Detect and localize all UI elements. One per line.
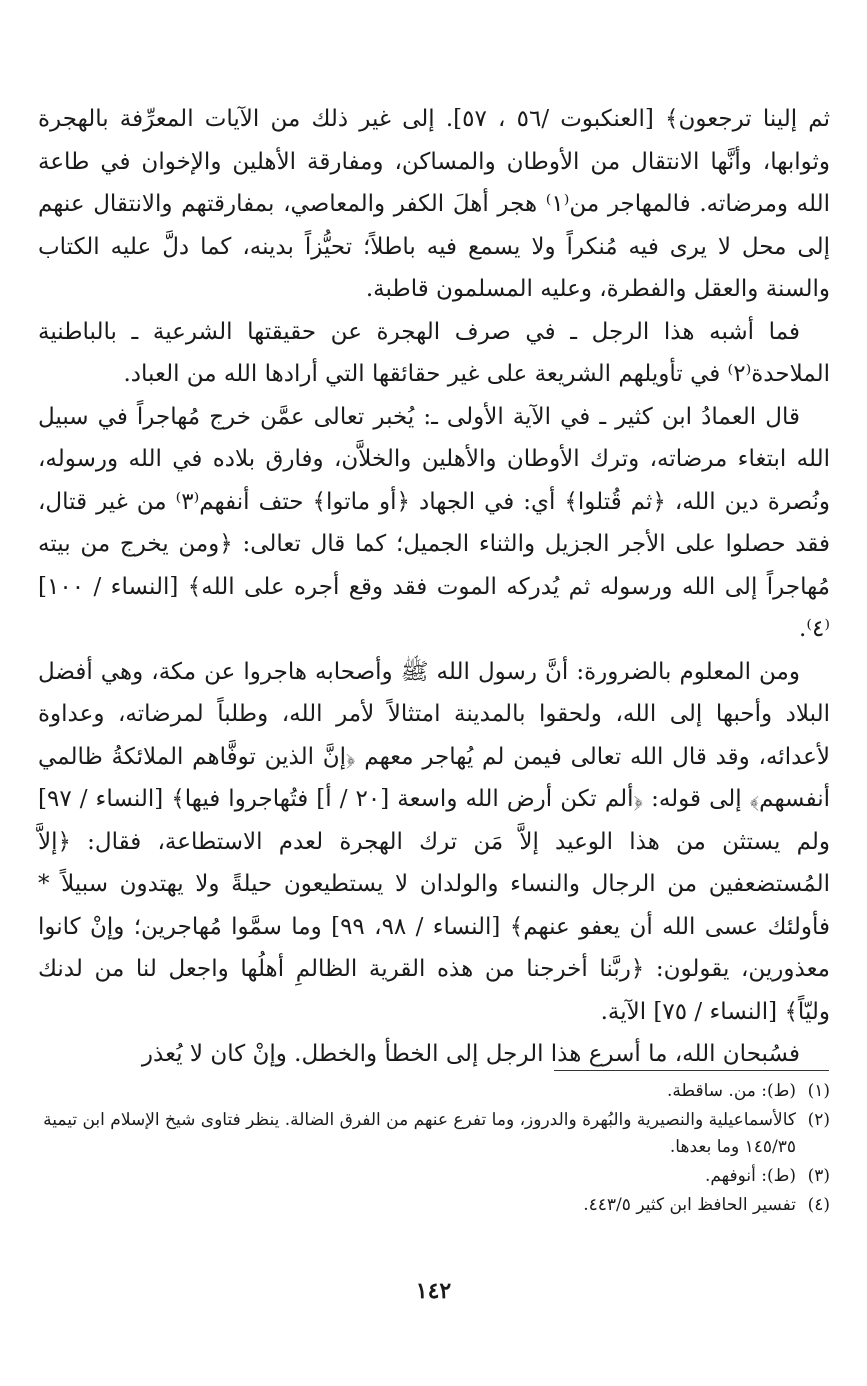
footnote-item (38, 1192, 830, 1219)
page-number: ١٤٢ (415, 1278, 452, 1304)
footnote-number: (٢) (807, 1110, 830, 1130)
paragraph-2: فما أشبه هذا الرجل ـ في صرف الهجرة عن حقيقتها الشرعية ـ بالباطنية الملاحدة⁽٢⁾ في تأويلهم الشريعة على غير حقائقها التي أرادها الله من العباد. (38, 318, 830, 387)
footnote-item (38, 1163, 830, 1190)
paragraph-4: ومن المعلوم بالضرورة: أنَّ رسول الله ﷺ وأصحابه هاجروا عن مكة، وهي أفضل البلاد وأحبها إلى الله، ولحقوا بالمدينة امتثالاً لأمر الله، وطلباً لمرضاته، وعداوة لأعدائه، وقد قال الله تعالى فيمن لم يُهاجر معهم ﴿إنَّ الذين توفَّاهم الملائكةُ ظالمي أنفسهم﴾ إلى قوله: ﴿ألم تكن أرض الله واسعة [٢٠ / أ] فتُهاجروا فيها﴾ [النساء / ٩٧] ولم يستثن من هذا الوعيد إلاَّ مَن ترك الهجرة لعدم الاستطاعة، فقال: ﴿إلاَّ المُستضعفين من الرجال والنساء والولدان لا يستطيعون حيلةً ولا يهتدون سبيلاً * فأولئك عسى الله أن يعفو عنهم﴾ [النساء / ٩٨، ٩٩] وما سمَّوا مُهاجرين؛ وإنْ كانوا معذورين، يقولون: ﴿ربَّنا أخرجنا من هذه القرية الظالمِ أهلُها واجعل لنا من لدنك وليّاً﴾ [النساء / ٧٥] الآية. (38, 658, 830, 1025)
footnote-number: (٤) (807, 1195, 830, 1215)
main-text (38, 98, 830, 1076)
footnotes (38, 1078, 830, 1221)
footnote-divider (554, 1070, 829, 1071)
footnote-number: (١) (807, 1081, 830, 1101)
footnote-item (38, 1078, 830, 1105)
paragraph-5: فسُبحان الله، ما أسرع هذا الرجل إلى الخطأ والخطل. وإنْ كان لا يُعذر (141, 1041, 800, 1067)
paragraph-1: ثم إلينا ترجعون﴾ [العنكبوت /٥٦ ، ٥٧]. إلى غير ذلك من الآيات المعرِّفة بالهجرة وثوابها، وأنَّها الانتقال من الأوطان والمساكن، ومفارقة الأهلين والإخوان في طاعة الله ومرضاته. فالمهاجر من⁽١⁾ هجر أهلَ الكفر والمعاصي، بمفارقتهم والانتقال عنهم إلى محل لا يرى فيه مُنكراً ولا يسمع فيه باطلاً؛ تحيُّزاً بدينه، كما دلَّ عليه الكتاب والسنة والعقل والفطرة، وعليه المسلمون قاطبة. (38, 106, 830, 302)
footnote-text: (ط): من. ساقطة. (667, 1081, 796, 1101)
footnote-text: (ط): أنوفهم. (704, 1166, 796, 1186)
footnote-text: تفسير الحافظ ابن كثير ٤٤٣/٥. (583, 1195, 796, 1215)
footnote-item (38, 1107, 830, 1161)
paragraph-3: قال العمادُ ابن كثير ـ في الآية الأولى ـ: يُخبر تعالى عمَّن خرج مُهاجراً في سبيل الله ابتغاء مرضاته، وترك الأوطان والأهلين والخلاَّن، وفارق بلاده في الله ورسوله، ونُصرة دين الله، ﴿ثم قُتلوا﴾ أي: في الجهاد ﴿أو ماتوا﴾ حتف أنفهم⁽٣⁾ من غير قتال، فقد حصلوا على الأجر الجزيل والثناء الجميل؛ كما قال تعالى: ﴿ومن يخرج من بيته مُهاجراً إلى الله ورسوله ثم يُدركه الموت فقد وقع أجره على الله﴾ [النساء / ١٠٠]⁽٤⁾. (38, 403, 830, 642)
footnote-number: (٣) (807, 1166, 830, 1186)
footnote-text: كالأسماعيلية والنصيرية والبُهرة والدروز، وما تفرع عنهم من الفرق الضالة. ينظر فتاوى شيخ الإسلام ابن تيمية ١٤٥/٣٥ وما بعدها. (43, 1110, 796, 1157)
